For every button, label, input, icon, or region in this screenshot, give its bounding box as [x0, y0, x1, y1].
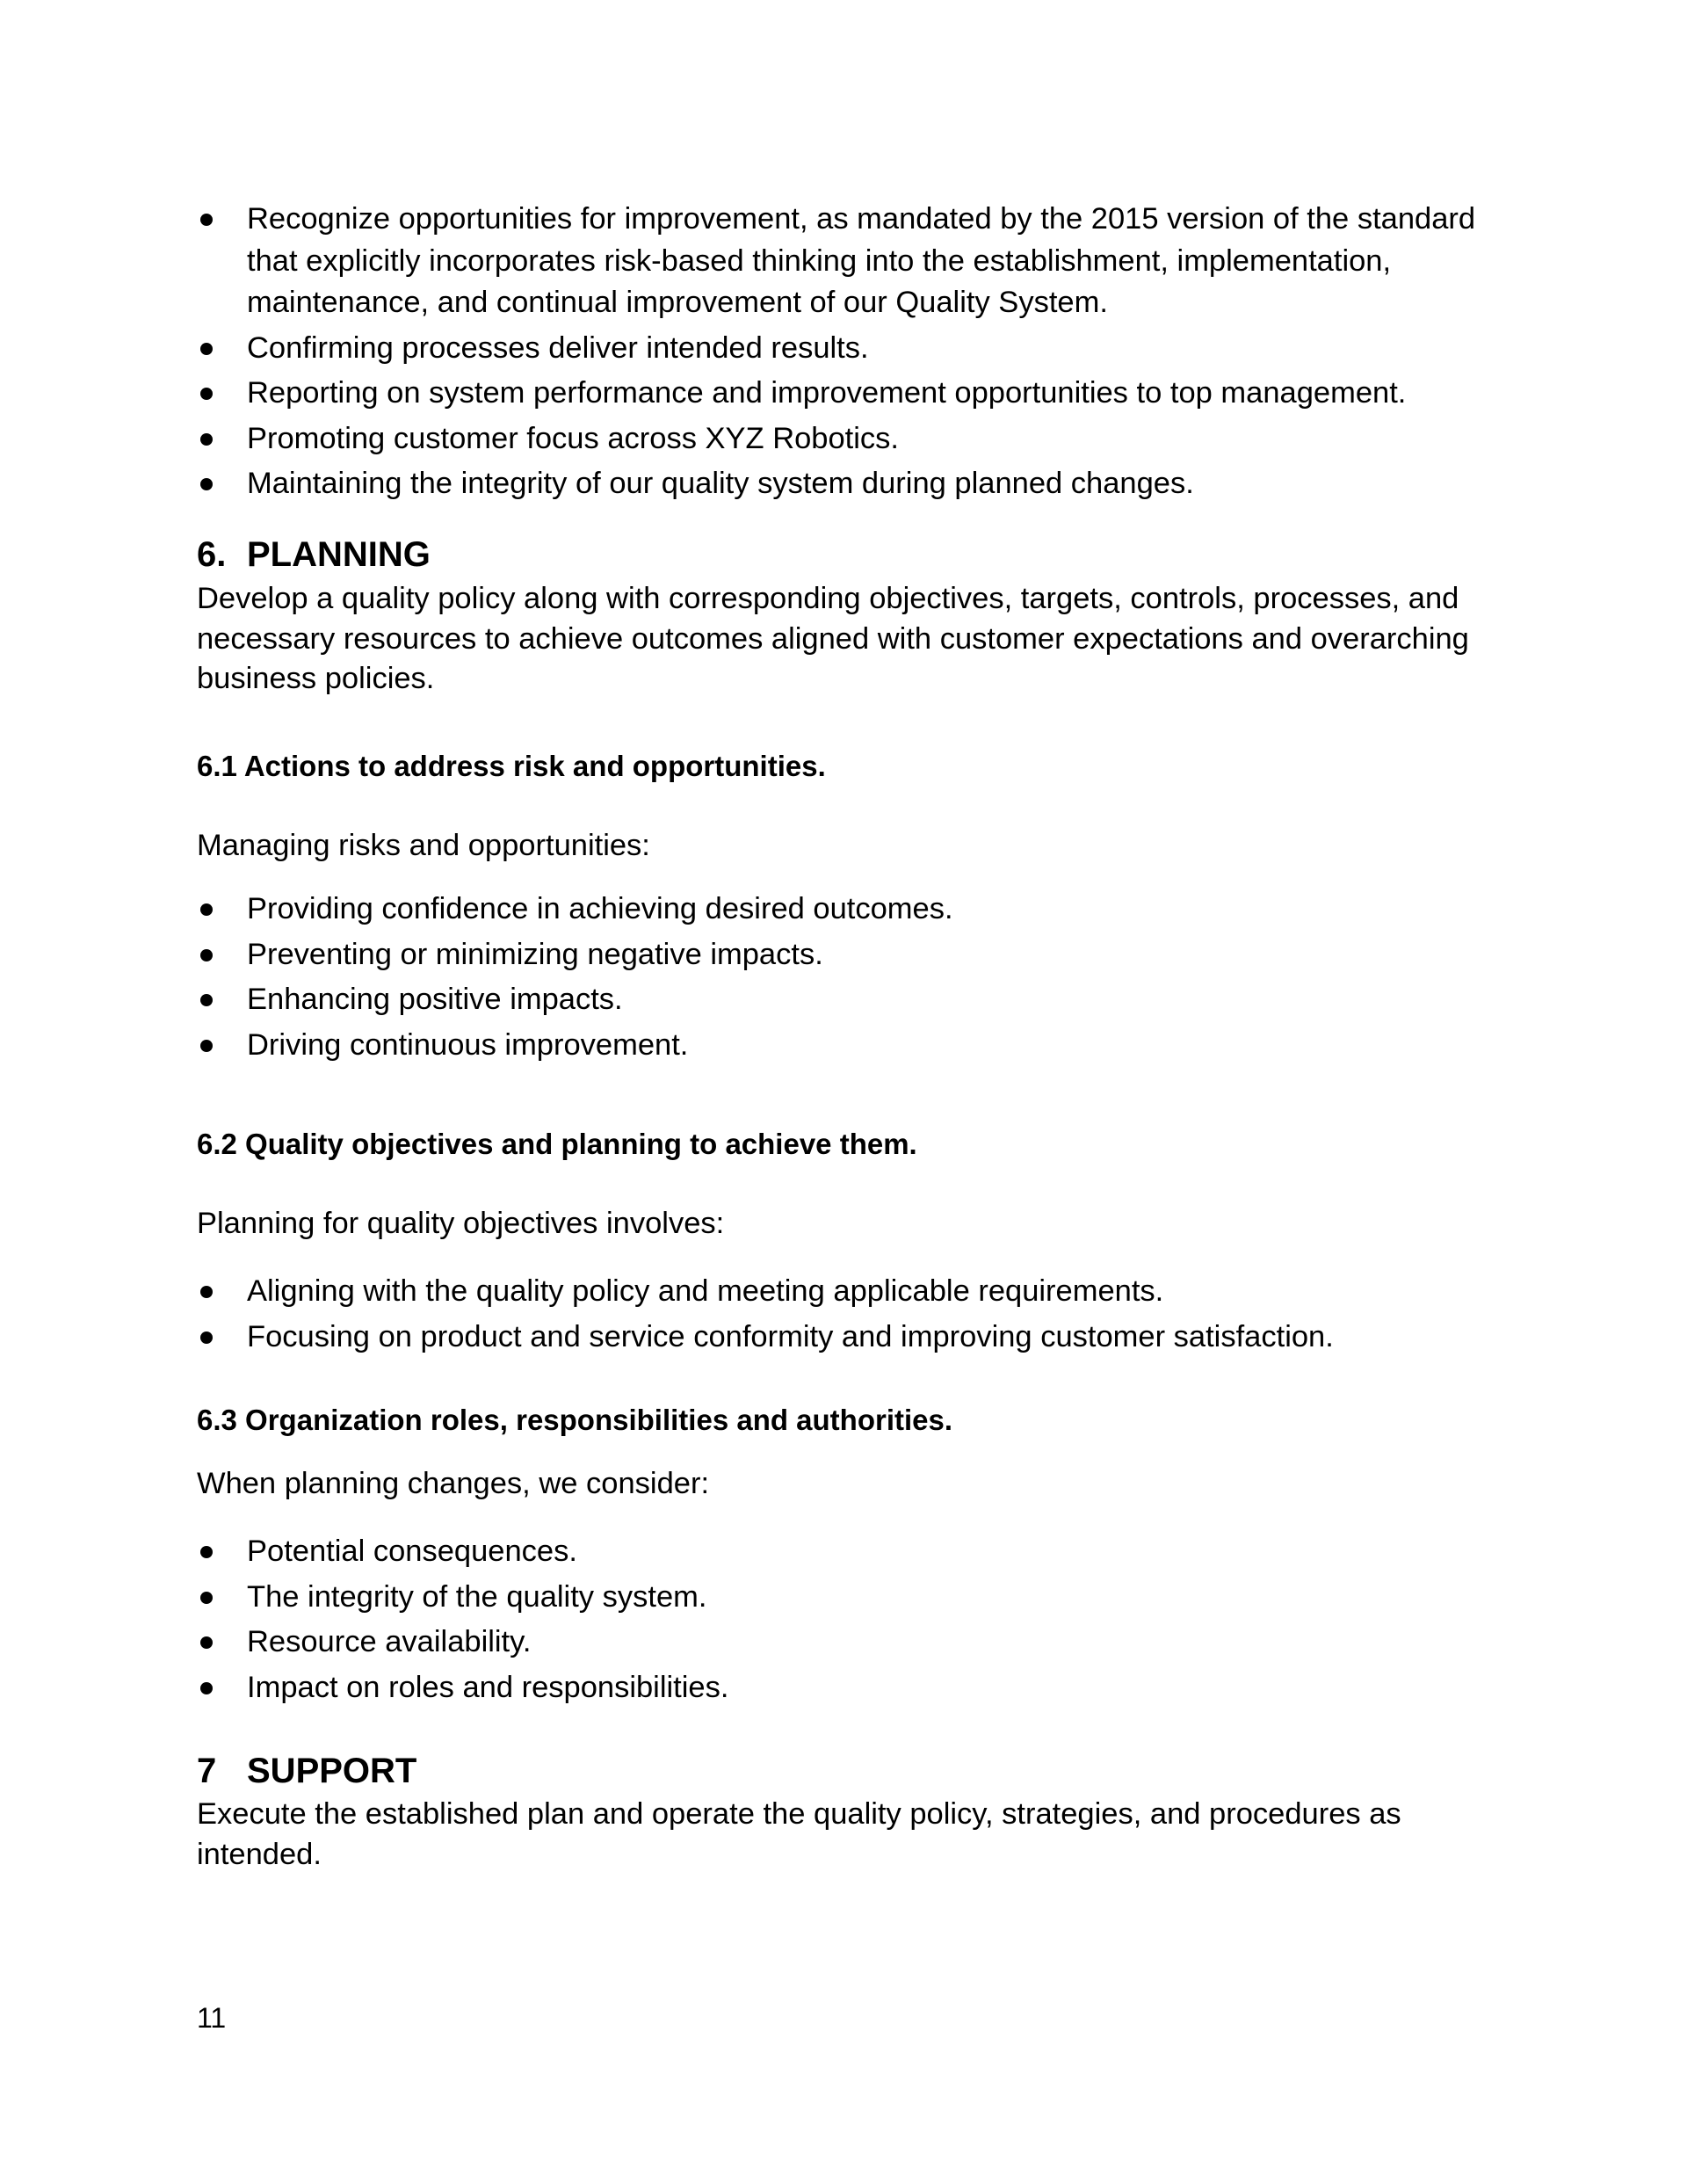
subsection-6-2-lead-block [197, 1204, 1497, 1244]
section-7-intro-block [197, 1795, 1497, 1875]
subsection-heading: 6.3 Organization roles, responsibilities and authorities. [197, 1404, 953, 1436]
list-item [197, 1025, 1497, 1066]
list-item [197, 418, 1497, 461]
bullet-icon [200, 1040, 213, 1052]
subsection-6-3-lead-block [197, 1464, 1497, 1505]
list-item [197, 373, 1497, 415]
list-item [197, 463, 1497, 505]
list-item-text: Recognize opportunities for improvement, as mandated by the 2015 version of the standard that explicitly incorporates risk-based thinking into the establishment, implementation, maintenance, and continual improvement of our Quality System. [247, 202, 1476, 319]
subsection-6-3-heading-block [197, 1401, 1497, 1440]
section-7-heading-block [197, 1749, 1497, 1793]
list-item [197, 328, 1497, 370]
subsection-6-3-list-block [197, 1531, 1497, 1712]
subsection-heading: 6.2 Quality objectives and planning to achieve them. [197, 1128, 917, 1160]
bullet-icon [200, 1636, 213, 1649]
list-item-text: Driving continuous improvement. [247, 1027, 689, 1062]
bullet-icon [200, 1682, 213, 1694]
list-item-text: Enhancing positive impacts. [247, 983, 623, 1016]
list-item-text: Confirming processes deliver intended results. [247, 330, 869, 365]
subsection-6-2-heading-block [197, 1125, 1497, 1164]
list-item [197, 979, 1497, 1020]
subsection-6-1-list-block [197, 889, 1497, 1070]
list-item [197, 1531, 1497, 1572]
bullet-list [197, 199, 1497, 505]
list-item-text: The integrity of the quality system. [247, 1579, 707, 1614]
subsection-lead: Planning for quality objectives involves: [197, 1207, 725, 1240]
section-intro: Execute the established plan and operate the quality policy, strategies, and procedures as intended. [197, 1797, 1401, 1871]
section-number: 7 [197, 1752, 217, 1790]
list-item [197, 1667, 1497, 1709]
list-item-text: Potential consequences. [247, 1535, 577, 1568]
list-item-text: Promoting customer focus across XYZ Robotics. [247, 421, 900, 455]
list-item-text: Resource availability. [247, 1625, 532, 1658]
bullet-icon [200, 903, 213, 916]
top-bullet-list [197, 199, 1497, 509]
list-item [197, 199, 1497, 324]
bullet-icon [200, 343, 213, 355]
bullet-list [197, 1531, 1497, 1709]
list-item-text: Maintaining the integrity of our quality system during planned changes. [247, 467, 1194, 500]
subsection-lead: When planning changes, we consider: [197, 1467, 710, 1500]
list-item [197, 889, 1497, 930]
section-intro: Develop a quality policy along with corresponding objectives, targets, controls, processes, and necessary resources to achieve outcomes aligned with customer expectations and overarching business policies. [197, 582, 1469, 695]
list-item-text: Focusing on product and service conformity and improving customer satisfaction. [247, 1319, 1334, 1353]
bullet-icon [200, 1592, 213, 1604]
list-item-text: Providing confidence in achieving desired outcomes. [247, 892, 953, 925]
page-number: 11 [197, 2002, 227, 2034]
list-item [197, 1577, 1497, 1618]
bullet-icon [200, 478, 213, 490]
bullet-icon [200, 949, 213, 961]
section-6-intro-block [197, 579, 1497, 700]
section-title: SUPPORT [247, 1752, 417, 1790]
subsection-6-1-lead-block [197, 826, 1497, 867]
bullet-list [197, 889, 1497, 1066]
list-item [197, 1271, 1497, 1312]
list-item [197, 934, 1497, 976]
subsection-lead: Managing risks and opportunities: [197, 829, 650, 862]
bullet-icon [200, 1546, 213, 1558]
bullet-list [197, 1271, 1497, 1358]
section-heading [197, 533, 1497, 577]
list-item [197, 1317, 1497, 1358]
section-heading [197, 1749, 1497, 1793]
bullet-icon [200, 214, 213, 226]
bullet-icon [200, 388, 213, 400]
list-item [197, 1622, 1497, 1663]
subsection-heading: 6.1 Actions to address risk and opportunities. [197, 750, 826, 782]
list-item-text: Preventing or minimizing negative impacts. [247, 937, 823, 971]
bullet-icon [200, 994, 213, 1006]
section-6-heading-block [197, 533, 1497, 577]
section-title: PLANNING [247, 535, 431, 574]
bullet-icon [200, 1331, 213, 1344]
list-item-text: Impact on roles and responsibilities. [247, 1670, 729, 1704]
bullet-icon [200, 433, 213, 446]
list-item-text: Aligning with the quality policy and meeting applicable requirements. [247, 1274, 1164, 1308]
subsection-6-2-list-block [197, 1271, 1497, 1361]
subsection-6-1-heading-block [197, 747, 1497, 786]
bullet-icon [200, 1286, 213, 1298]
section-number: 6. [197, 535, 227, 574]
list-item-text: Reporting on system performance and improvement opportunities to top management. [247, 376, 1407, 410]
